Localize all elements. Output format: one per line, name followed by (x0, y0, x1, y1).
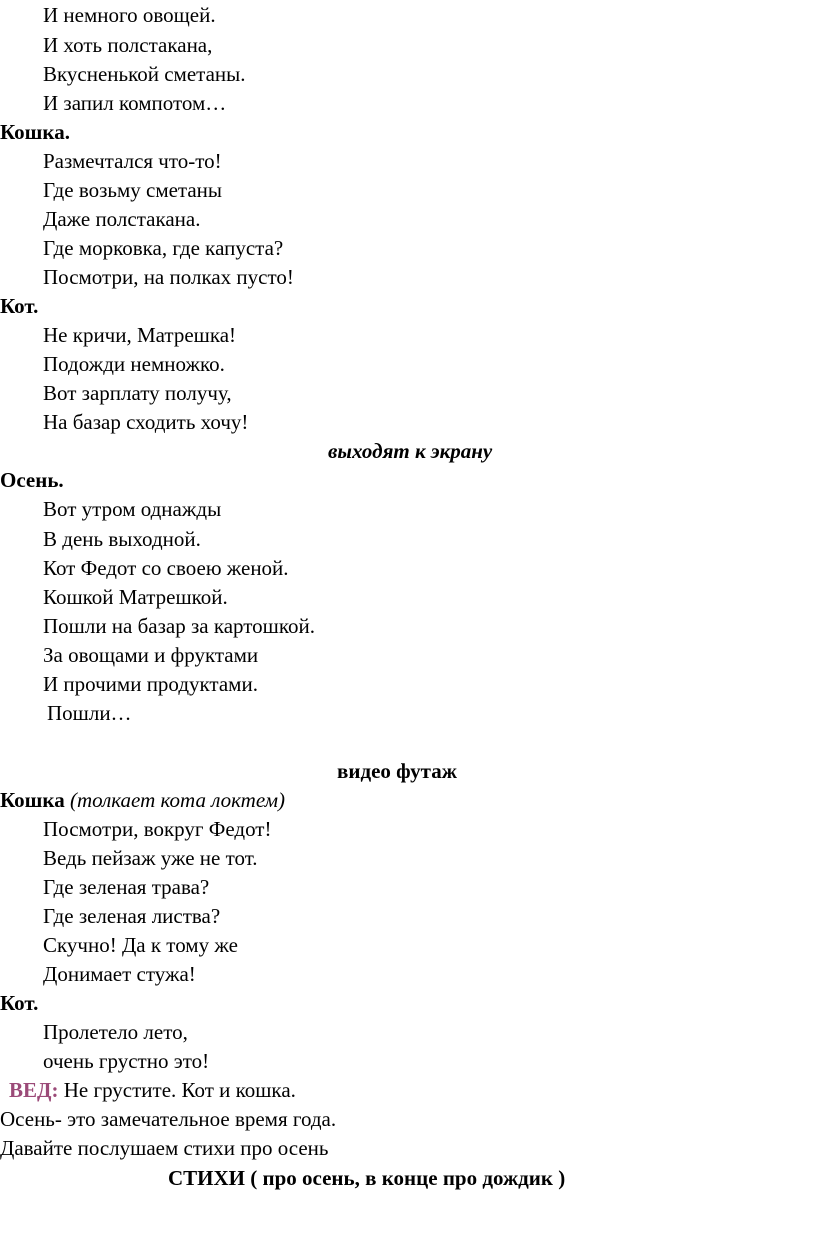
verse-line: Кот Федот со своею женой. (43, 556, 289, 580)
speaker-name: Кошка (0, 788, 65, 812)
verse-line: Размечтался что-то! (43, 149, 222, 173)
speaker-kot: Кот. (0, 294, 39, 318)
verse-line: Где зеленая трава? (43, 875, 210, 899)
verse-line: В день выходной. (43, 527, 201, 551)
host-label: ВЕД: (9, 1078, 59, 1102)
verse-line: Вот утром однажды (43, 497, 222, 521)
host-line (9, 1078, 296, 1102)
verse-line: Даже полстакана. (43, 207, 201, 231)
verse-line: Кошкой Матрешкой. (43, 585, 228, 609)
footer-direction: СТИХИ ( про осень, в конце про дождик ) (168, 1166, 566, 1190)
stage-direction: выходят к экрану (328, 439, 493, 463)
verse-line: На базар сходить хочу! (43, 410, 249, 434)
speaker-osen: Осень. (0, 468, 64, 492)
verse-line: И прочими продуктами. (43, 672, 258, 696)
verse-line: Посмотри, вокруг Федот! (43, 817, 272, 841)
verse-line: очень грустно это! (43, 1049, 210, 1073)
verse-line: Где возьму сметаны (43, 178, 223, 202)
stage-direction: видео футаж (337, 759, 457, 783)
verse-line: Вот зарплату получу, (43, 381, 232, 405)
verse-line: Пролетело лето, (43, 1020, 188, 1044)
verse-line: Донимает стужа! (43, 962, 196, 986)
verse-line: Где зеленая листва? (43, 904, 221, 928)
speaker-kot: Кот. (0, 991, 39, 1015)
verse-line: Ведь пейзаж уже не тот. (43, 846, 258, 870)
verse-line: И запил компотом… (43, 91, 227, 115)
verse-line: Пошли… (47, 701, 132, 725)
verse-line: Посмотри, на полках пусто! (43, 265, 294, 289)
verse-line: За овощами и фруктами (43, 643, 259, 667)
host-text: Не грустите. Кот и кошка. (58, 1078, 296, 1102)
host-line: Осень- это замечательное время года. (0, 1107, 337, 1131)
speaker-koshka-with-remark (0, 788, 285, 812)
verse-line: Пошли на базар за картошкой. (43, 614, 315, 638)
verse-line: Подожди немножко. (43, 352, 225, 376)
verse-line: Где морковка, где капуста? (43, 236, 284, 260)
verse-line: Скучно! Да к тому же (43, 933, 238, 957)
speaker-koshka: Кошка. (0, 120, 70, 144)
verse-line: И хоть полстакана, (43, 33, 213, 57)
verse-line: И немного овощей. (43, 3, 216, 27)
host-line: Давайте послушаем стихи про осень (0, 1136, 329, 1160)
speaker-remark: (толкает кота локтем) (69, 788, 286, 812)
verse-line: Не кричи, Матрешка! (43, 323, 237, 347)
verse-line: Вкусненькой сметаны. (43, 62, 246, 86)
